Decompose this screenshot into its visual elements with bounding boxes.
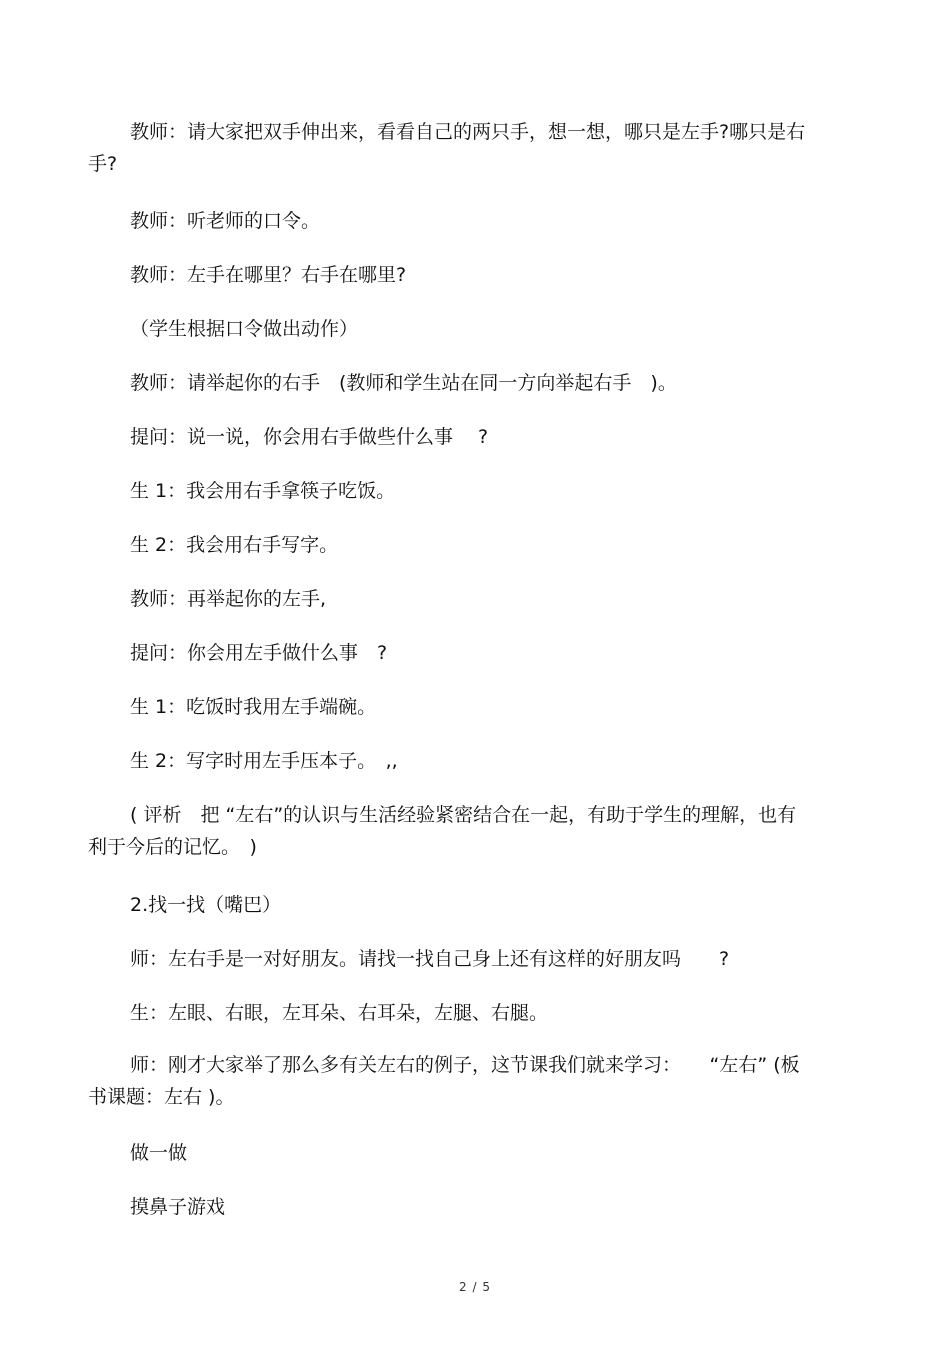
paragraph-2: 教师：听老师的口令。 [130,210,321,232]
paragraph-19: 摸鼻子游戏 [130,1196,226,1218]
paragraph-5: 教师：请举起你的右手 (教师和学生站在同一方向举起右手 )。 [130,372,677,394]
paragraph-3: 教师：左手在哪里？右手在哪里? [130,264,407,286]
paragraph-1: 教师：请大家把双手伸出来，看看自己的两只手，想一想，哪只是左手?哪只是右手? [88,121,806,175]
page-number: 2 / 5 [459,1280,491,1294]
paragraph-12: 生 2：写字时用左手压本子。 ,, [130,750,398,772]
paragraph-6: 提问：说一说，你会用右手做些什么事 ? [130,426,489,448]
paragraph-7: 生 1：我会用右手拿筷子吃饭。 [130,480,396,502]
paragraph-16: 生：左眼、右眼，左耳朵、右耳朵，左腿、右腿。 [130,1002,549,1024]
paragraph-11: 生 1：吃饭时我用左手端碗。 [130,696,377,718]
paragraph-9: 教师：再举起你的左手, [130,588,327,610]
paragraph-18: 做一做 [130,1142,188,1164]
paragraph-10: 提问：你会用左手做什么事 ? [130,642,388,664]
paragraph-17: 师：刚才大家举了那么多有关左右的例子，这节课我们就来学习： “左右” (板书课题：左右 )。 [88,1054,800,1108]
paragraph-14: 2.找一找（嘴巴） [130,894,282,916]
paragraph-15: 师：左右手是一对好朋友。请找一找自己身上还有这样的好朋友吗 ? [130,948,730,970]
paragraph-13: ( 评析 把 “左右”的认识与生活经验紧密结合在一起，有助于学生的理解，也有利于今后的记忆。 ) [88,804,797,858]
paragraph-4: （学生根据口令做出动作） [130,318,359,340]
paragraph-8: 生 2：我会用右手写字。 [130,534,339,556]
